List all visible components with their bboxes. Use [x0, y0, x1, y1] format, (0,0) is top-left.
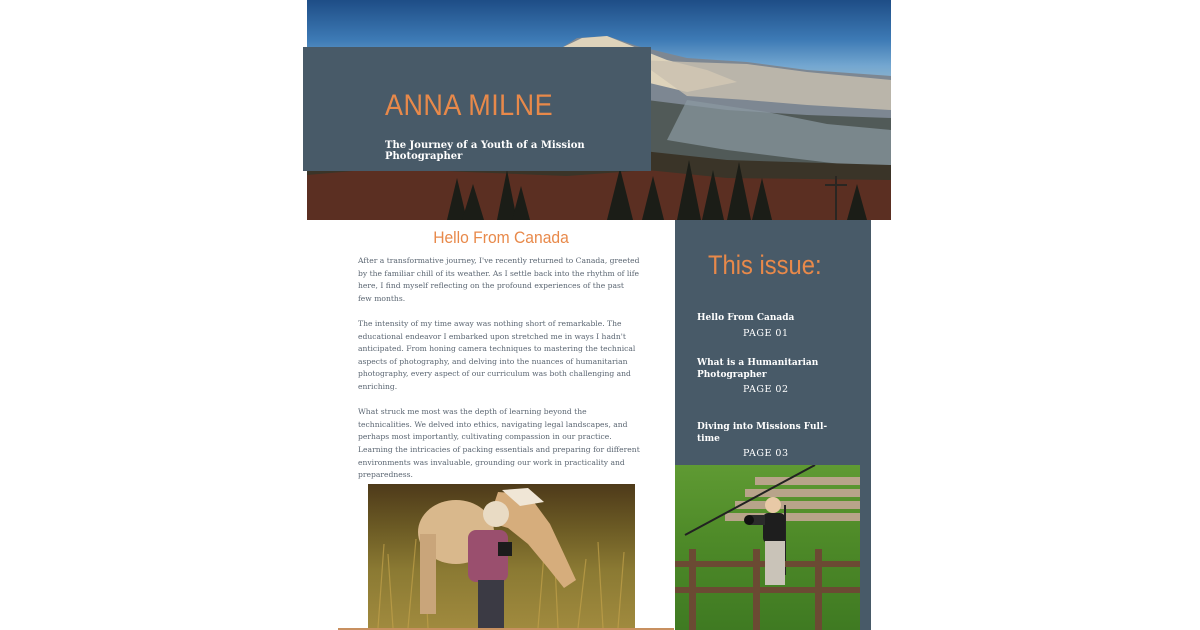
page-subtitle: The Journey of a Youth of a Mission Photographer: [385, 140, 585, 162]
photographer-photo: [675, 465, 860, 630]
toc-item-page[interactable]: PAGE 01: [743, 328, 789, 339]
toc-item-title[interactable]: What is a Humanitarian Photographer: [697, 358, 819, 380]
title-banner: [303, 47, 651, 171]
article-heading: Hello From Canada: [433, 228, 569, 247]
toc-item-page[interactable]: PAGE 03: [743, 448, 789, 459]
article-body: [358, 255, 640, 494]
article-paragraph: After a transformative journey, I've recently returned to Canada, greeted by the familiar chill of its weather. As I settle back into the rhythm of life here, I find myself reflecting on the profound experiences of the past few months.: [358, 256, 640, 303]
article-paragraph: What struck me most was the depth of learning beyond the technicalities. We delved into ethics, navigating legal landscapes, and perhaps most importantly, cultivating compassion in our practice. Learning the intricacies of packing essentials and preparing for different environments was invaluable, grounding our work in practicality and preparedness.: [358, 407, 640, 480]
toc-item-title[interactable]: Diving into Missions Full-time: [697, 422, 828, 444]
page-title: ANNA MILNE: [385, 89, 554, 122]
horse-photo-illustration: [368, 484, 635, 628]
toc-item-page[interactable]: PAGE 02: [743, 384, 789, 395]
photographer-photo-illustration: [675, 465, 860, 630]
article-paragraph: The intensity of my time away was nothing short of remarkable. The educational endeavor I embarked upon stretched me in ways I hadn't anticipated. From honing camera techniques to mastering the technical aspects of photography, and delving into the nuances of humanitarian photography, every aspect of our curriculum was both challenging and enriching.: [358, 318, 636, 391]
horse-photo: [368, 484, 635, 628]
sidebar-heading: This issue:: [708, 250, 822, 280]
toc-item-title[interactable]: Hello From Canada: [697, 313, 795, 323]
